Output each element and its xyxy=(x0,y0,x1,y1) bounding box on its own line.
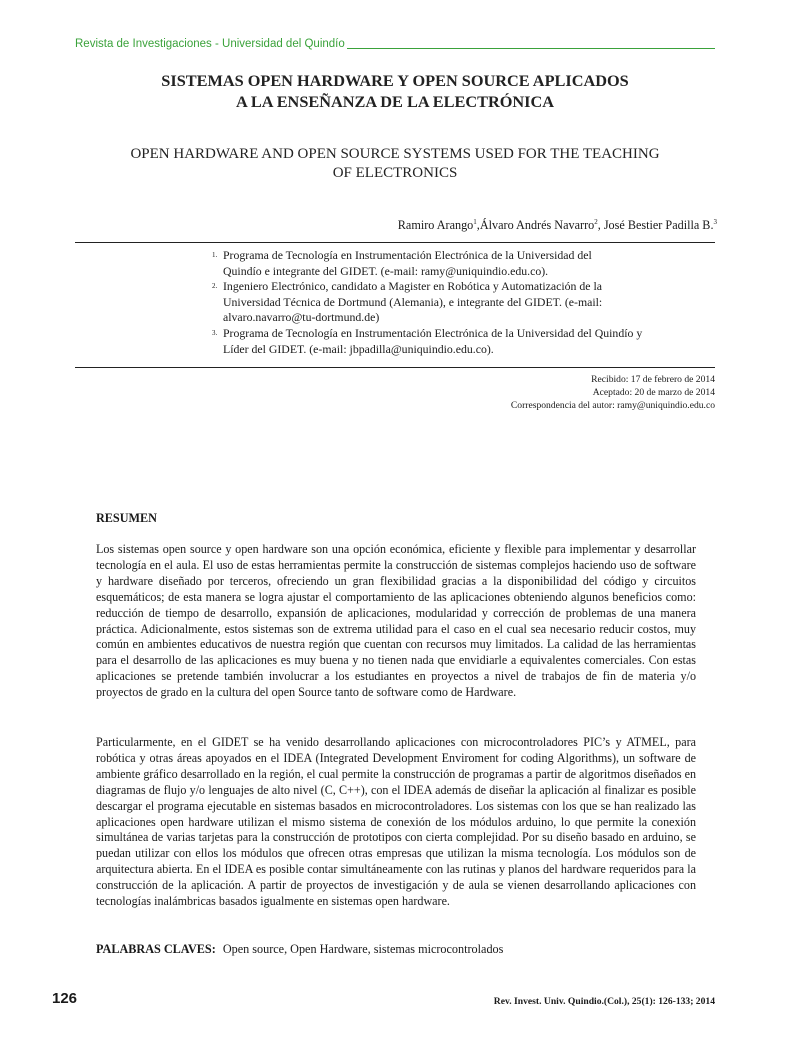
affiliation-item xyxy=(212,326,717,357)
accepted-date: Aceptado: 20 de marzo de 2014 xyxy=(592,387,715,398)
affiliations-bottom-rule xyxy=(75,367,715,368)
keywords xyxy=(96,942,503,957)
author-list: Ramiro Arango$^1$,Álvaro Andrés Navarro$^2$, José Bestier Padilla B.$^3$ xyxy=(397,218,717,232)
title-spanish-line-2: A LA ENSEÑANZA DE LA ELECTRÓNICA xyxy=(235,92,554,111)
title-english xyxy=(95,145,695,183)
affiliation-line: Quindío e integrante del GIDET. (e-mail: ramy@uniquindio.edu.co). xyxy=(223,263,549,278)
affiliations-top-rule xyxy=(75,242,715,243)
title-spanish-line-1: SISTEMAS OPEN HARDWARE Y OPEN SOURCE APLICADOS xyxy=(161,71,629,90)
keywords-text: Open source, Open Hardware, sistemas microcontrolados xyxy=(222,942,504,956)
affiliation-line: Líder del GIDET. (e-mail: jbpadilla@uniquindio.edu.co). xyxy=(223,341,494,356)
journal-header xyxy=(75,38,715,52)
submission-dates xyxy=(511,373,715,412)
journal-name: Revista de Investigaciones - Universidad del Quindío xyxy=(75,38,345,50)
keywords-label: PALABRAS CLAVES: xyxy=(96,942,216,956)
title-english-line-2: OF ELECTRONICS xyxy=(332,165,458,181)
author-name: Álvaro Andrés Navarro xyxy=(479,218,595,232)
received-date: Recibido: 17 de febrero de 2014 xyxy=(591,374,715,385)
correspondence-email: Correspondencia del autor: ramy@uniquindio.edu.co xyxy=(510,400,715,411)
title-english-line-1: OPEN HARDWARE AND OPEN SOURCE SYSTEMS USED FOR THE TEACHING xyxy=(130,146,660,162)
affiliations xyxy=(212,248,717,357)
abstract-paragraph-2: Particularmente, en el GIDET se ha venido desarrollando aplicaciones con microcontroladores PIC’s y ATMEL, para robótica y otras áreas apoyados en el IDEA (Integrated Development Enviroment for coding Algorithms), un software de ambiente gráfico desarrollado en la región, el cual permite la construcción de programas a partir de algoritmos diseñados en diagramas de flujo y/o lenguajes de alto nivel (C, C++), con el IDEA además de diseñar la aplicación al finalizar es posible descargar el programa ejecutable en sistemas basados en microcontroladores. Los sistemas con los que se han realizado las aplicaciones open hardware utilizan el mismo sistema de conexión de los módulos arduino, lo que permite la conexión simultánea de varias tarjetas para la construcción de prototipos con cierta complejidad. Por su diseño basado en arduino, se puedan utilizar con ellos los módulos que ofrecen otras empresas que utilizan la misma tecnología. Los módulos son de arquitectura abierta. En el IDEA es posible contar simultáneamente con las rutinas y planos del hardware requeridos para la construcción de la aplicación. A partir de proyectos de investigación y de aula se vienen desarrollando aplicaciones con tecnologías inalámbricas basados igualmente en sistemas open hardware. xyxy=(96,735,696,909)
affiliation-line: Ingeniero Electrónico, candidato a Magister en Robótica y Automatización de la xyxy=(223,279,603,294)
abstract-heading: RESUMEN xyxy=(96,511,157,525)
author-name: Ramiro Arango xyxy=(397,218,474,232)
page-number: 126 xyxy=(52,990,78,1007)
affiliation-line: Programa de Tecnología en Instrumentación Electrónica de la Universidad del xyxy=(223,248,592,262)
title-spanish xyxy=(95,70,695,112)
abstract-paragraph-1: Los sistemas open source y open hardware son una opción económica, eficiente y flexible para implementar y desarrollar tecnología en el aula. El uso de estas herramientas permite la construcción de sistemas complejos haciendo uso de software y hardware diseñado por terceros, ofreciendo un gran flexibilidad gracias a la disponibilidad del código y circuitos esquemáticos; de esta manera se logra ajustar el comportamiento de las aplicaciones obteniendo algunos beneficios como: reducción de tiempo de desarrollo, expansión de aplicaciones, modularidad y corrección de problemas de una manera práctica. Adicionalmente, estos sistemas son de extrema utilidad para el caso en el cual sea necesario reducir costos, muy común en ambientes educativos de nuestra región que cuentan con recursos muy limitados. La calidad de las herramientas para el desarrollo de las aplicaciones es muy buena y no tienen nada que envidiarle a equivalentes comerciales. Con estas aplicaciones se pretende también involucrar a los estudiantes en proyectos a nivel de trabajos de fin de materia y/o proyectos de grado en la cultura del open Source tanto de software como de Hardware. xyxy=(96,542,696,700)
affiliation-line: Programa de Tecnología en Instrumentación Electrónica de la Universidad del Quindío y xyxy=(223,325,643,340)
affiliation-number: 1. xyxy=(212,251,218,259)
author-ref: 3 xyxy=(713,218,717,226)
affiliation-line: Universidad Técnica de Dortmund (Alemania), e integrante del GIDET. (e-mail: xyxy=(223,294,603,309)
affiliation-number: 3. xyxy=(212,328,218,337)
author-ref: 2 xyxy=(594,218,598,226)
affiliation-item xyxy=(212,248,717,279)
author-ref: 1 xyxy=(473,218,477,226)
affiliation-line: alvaro.navarro@tu-dortmund.de) xyxy=(223,310,380,325)
affiliation-number: 2. xyxy=(212,282,218,291)
affiliation-item xyxy=(212,279,717,326)
author-name: José Bestier Padilla B. xyxy=(603,218,714,232)
journal-citation: Rev. Invest. Univ. Quindio.(Col.), 25(1): 126-133; 2014 xyxy=(493,996,715,1007)
